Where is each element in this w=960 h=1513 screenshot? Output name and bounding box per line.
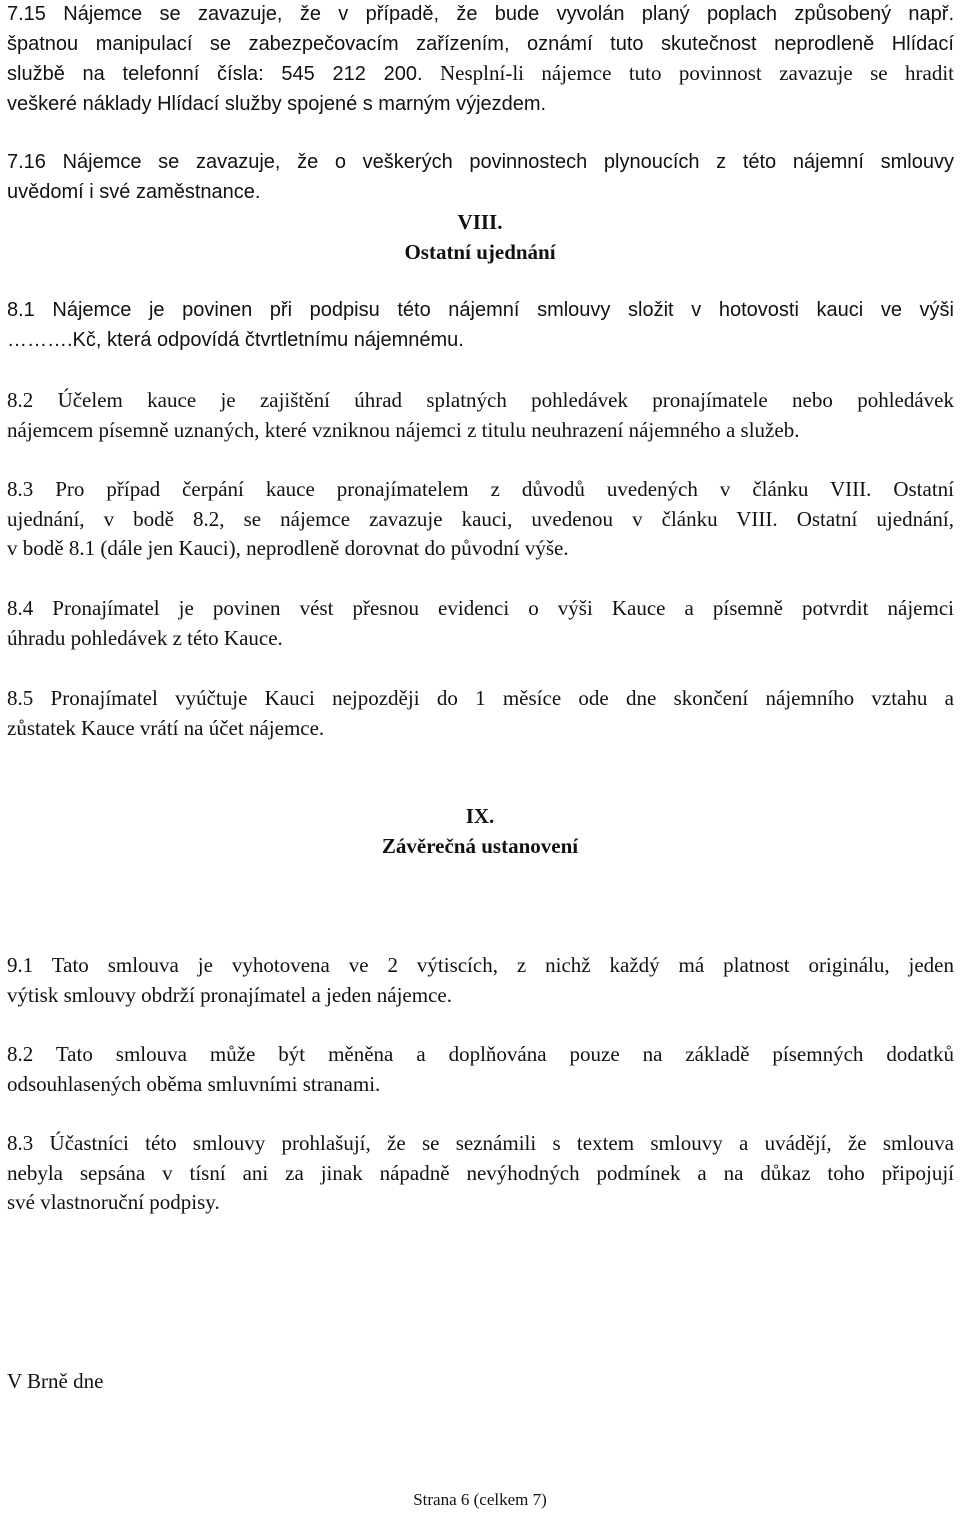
clause-8-2-final-line-1: 8.2 Tato smlouva může být měněna a doplňována pouze na základě písemných dodatků: [7, 1042, 954, 1066]
clause-8-2-final-line-2: odsouhlasených oběma smluvními stranami.: [7, 1071, 381, 1096]
clause-7-16-line-2: uvědomí i své zaměstnance.: [7, 180, 261, 203]
clause-8-3-final-line-3: své vlastnoruční podpisy.: [7, 1190, 220, 1214]
clause-8-2-final: [7, 1040, 954, 1099]
clause-8-4: [7, 594, 954, 653]
clause-8-3-final: [7, 1129, 954, 1218]
clause-8-3-final-line-2: nebyla sepsána v tísní ani za jinak nápadně nevýhodných podmínek a na důkaz toho připojují: [7, 1160, 954, 1185]
clause-8-2: [7, 386, 954, 445]
clause-9-1: [7, 951, 954, 1010]
clause-9-1-line-2: výtisk smlouvy obdrží pronajímatel a jeden nájemce.: [7, 982, 452, 1007]
clause-7-15-line-4: veškeré náklady Hlídací služby spojené s marným výjezdem.: [7, 92, 547, 115]
clause-8-3-line-2: ujednání, v bodě 8.2, se nájemce zavazuje kauci, uvedenou v článku VIII. Ostatní ujednání,: [7, 506, 954, 531]
clause-7-15-line-1: 7.15 Nájemce se zavazuje, že v případě, že bude vyvolán planý poplach způsobený např.: [7, 3, 954, 25]
clause-8-1: [7, 296, 954, 355]
clause-8-4-line-2: úhradu pohledávek z této Kauce.: [7, 625, 283, 650]
clause-7-15-line-3-rest: Nesplní-li nájemce tuto povinnost zavazuje se hradit: [422, 61, 954, 85]
clause-8-3-final-line-1: 8.3 Účastníci této smlouvy prohlašují, že se seznámili s textem smlouvy a uvádějí, že smlouva: [7, 1131, 954, 1155]
clause-7-15-line-3-phone: službě na telefonní čísla: 545 212 200.: [7, 63, 423, 85]
clause-7-16: [7, 148, 954, 207]
clause-7-15-line-2: špatnou manipulací se zabezpečovacím zařízením, oznámí tuto skutečnost neprodleně Hlídací: [7, 32, 954, 55]
article-ix-title: Závěrečná ustanovení: [381, 834, 579, 858]
clause-8-3-line-3: v bodě 8.1 (dále jen Kauci), neprodleně dorovnat do původní výše.: [7, 536, 569, 560]
clause-7-15: [7, 0, 954, 119]
clause-7-15-line-3: [7, 59, 954, 90]
clause-8-3: [7, 475, 954, 564]
clause-8-4-line-1: 8.4 Pronajímatel je povinen vést přesnou evidenci o výši Kauce a písemně potvrdit nájemci: [7, 596, 954, 620]
article-ix-number: IX.: [465, 804, 495, 828]
clause-8-5-line-2: zůstatek Kauce vrátí na účet nájemce.: [7, 715, 325, 740]
clause-8-1-line-1: 8.1 Nájemce je povinen při podpisu této nájemní smlouvy složit v hotovosti kauci ve výši: [7, 299, 954, 321]
place-date-line: [7, 1367, 954, 1397]
place-date-text: V Brně dne: [7, 1369, 104, 1393]
clause-8-2-line-2: nájemcem písemně uznaných, které vzniknou nájemci z titulu neuhrazení nájemného a služeb.: [7, 417, 800, 442]
clause-8-5: [7, 684, 954, 743]
clause-8-2-line-1: 8.2 Účelem kauce je zajištění úhrad splatných pohledávek pronajímatele nebo pohledávek: [7, 388, 954, 412]
clause-9-1-line-1: 9.1 Tato smlouva je vyhotovena ve 2 výtiscích, z nichž každý má platnost originálu, jeden: [7, 953, 954, 977]
clause-7-16-line-1: 7.16 Nájemce se zavazuje, že o veškerých povinnostech plynoucích z této nájemní smlouvy: [7, 151, 954, 173]
article-viii-number: VIII.: [457, 210, 503, 234]
clause-8-3-line-1: 8.3 Pro případ čerpání kauce pronajímatelem z důvodů uvedených v článku VIII. Ostatní: [7, 477, 954, 501]
article-viii-title: Ostatní ujednání: [404, 240, 556, 264]
clause-8-1-line-2: ……….Kč, která odpovídá čtvrtletnímu nájemnému.: [7, 328, 464, 351]
page-footer: Strana 6 (celkem 7): [413, 1490, 547, 1509]
clause-8-5-line-1: 8.5 Pronajímatel vyúčtuje Kauci nejpozději do 1 měsíce ode dne skončení nájemního vztahu a: [7, 686, 954, 710]
